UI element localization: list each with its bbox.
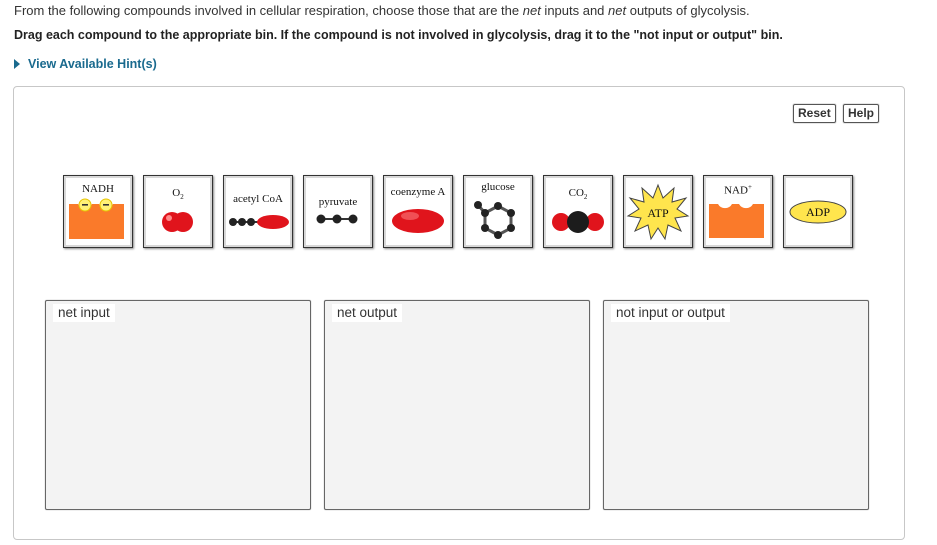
bin-label: net input [53,304,115,322]
o2-molecule-icon [144,176,212,247]
tile-nadh[interactable] [63,175,133,248]
pyruvate-molecule-icon [304,176,372,247]
co2-molecule-icon [544,176,612,247]
help-button[interactable]: Help [843,104,879,123]
reset-button[interactable]: Reset [793,104,836,123]
bin-net-output[interactable] [324,300,590,510]
instruction-text: Drag each compound to the appropriate bin. If the compound is not involved in glycolysis, drag it to the "not input or output" bin. [14,28,783,42]
tile-label: NADH [82,183,114,195]
expand-triangle-icon [14,59,20,69]
view-hints-link[interactable]: View Available Hint(s) [14,57,157,71]
tile-acetyl-coa[interactable] [223,175,293,248]
tile-label: pyruvate [318,196,358,208]
glucose-molecule-icon [464,176,532,247]
tile-coenzyme-a[interactable] [383,175,453,248]
question-text: From the following compounds involved in cellular respiration, choose those that are the net inputs and net outputs of glycolysis. [14,3,750,18]
bin-label: not input or output [611,304,730,322]
tile-glucose[interactable] [463,175,533,248]
tile-label: NAD+ [724,183,752,197]
tile-adp[interactable] [783,175,853,248]
bin-net-input[interactable] [45,300,311,510]
tile-atp[interactable] [623,175,693,248]
acetyl-coa-molecule-icon [224,176,292,247]
bin-not-input-or-output[interactable] [603,300,869,510]
tile-label: glucose [481,181,515,193]
tile-label: $O_2$ [172,187,184,202]
tile-label: ATP [647,206,669,220]
tile-pyruvate[interactable] [303,175,373,248]
tile-nad-plus[interactable] [703,175,773,248]
tile-label: coenzyme A [390,186,446,198]
coenzyme-a-molecule-icon [384,176,452,247]
tile-label: acetyl CoA [233,193,283,205]
tile-co2[interactable] [543,175,613,248]
bin-label: net output [332,304,402,322]
nad-plus-shape-icon [704,176,772,247]
tile-label: ADP [805,205,830,219]
tile-o2[interactable] [143,175,213,248]
nadh-shape-icon [64,176,132,247]
tile-label: $CO_2$ [568,187,588,202]
